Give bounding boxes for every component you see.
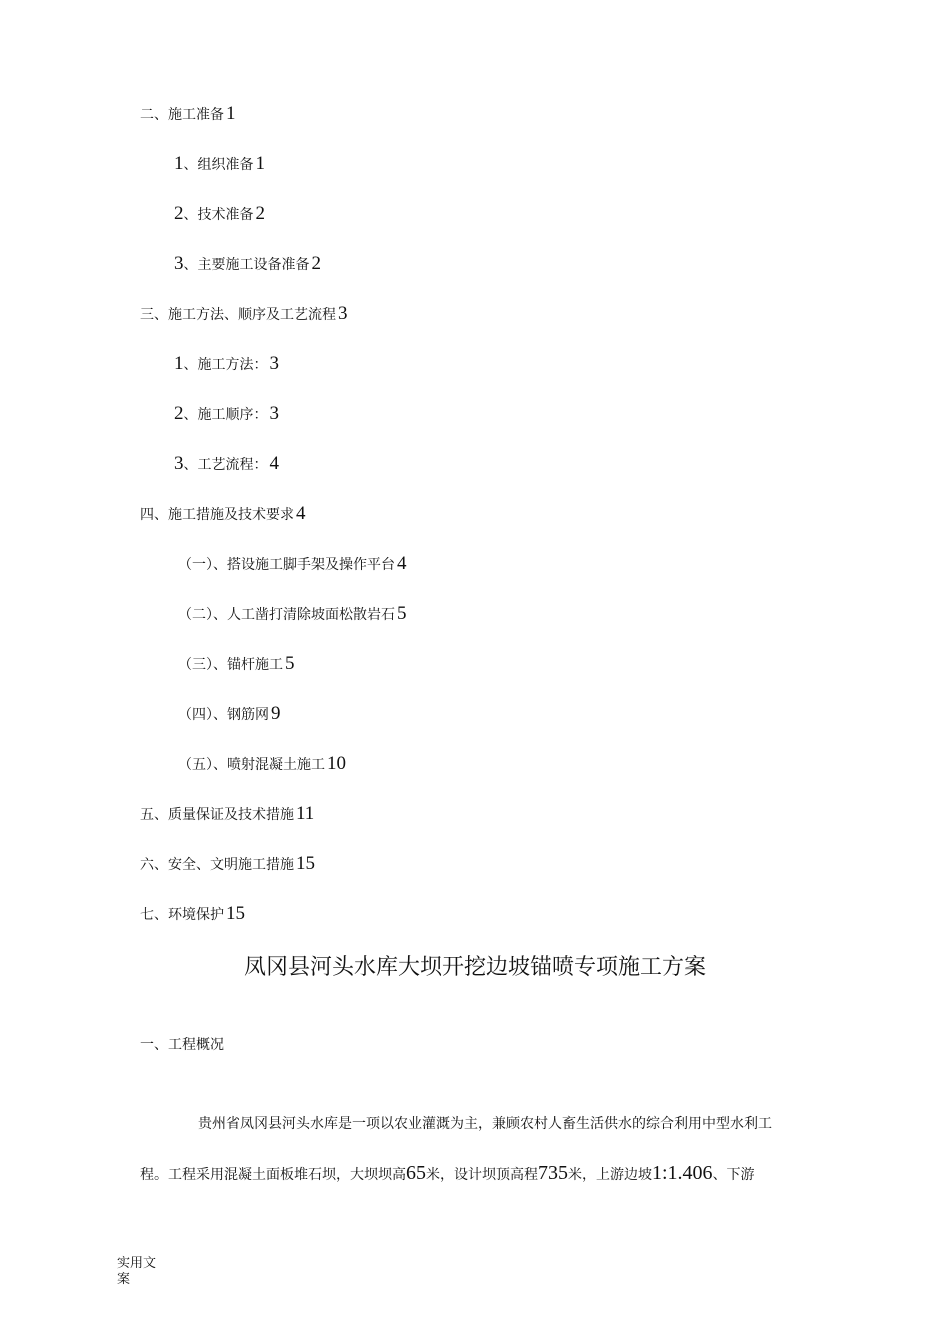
toc-entry-page: 3 (269, 403, 279, 424)
toc-entry[interactable] (140, 802, 314, 827)
toc-entry[interactable] (174, 402, 279, 427)
paragraph-text: 程。工程采用混凝土面板堆石坝，大坝坝高 (140, 1167, 406, 1183)
document-title: 凤冈县河头水库大坝开挖边坡锚喷专项施工方案 (243, 955, 706, 980)
toc-entry-number: 2 (174, 403, 184, 424)
toc-entry-text: （二）、人工凿打清除坡面松散岩石 (178, 607, 395, 623)
toc-entry-page: 4 (269, 453, 279, 474)
toc-entry-number: 1 (174, 353, 184, 374)
toc-entry-text: 五、质量保证及技术措施 (140, 807, 294, 823)
toc-entry[interactable] (178, 752, 346, 777)
paragraph-line (140, 1160, 755, 1188)
toc-entry-number: 2 (174, 203, 184, 224)
toc-entry-page: 1 (255, 153, 265, 174)
paragraph-text: 、下游 (712, 1167, 755, 1183)
page-footer: 实用文案 (117, 1256, 157, 1287)
toc-entry[interactable] (178, 702, 281, 727)
toc-entry[interactable] (140, 102, 236, 127)
paragraph-text: 米，设计坝顶高程 (426, 1167, 538, 1183)
toc-entry[interactable] (174, 202, 265, 227)
toc-entry[interactable] (174, 152, 265, 177)
toc-entry-page: 9 (271, 703, 281, 724)
section-heading: 一、工程概况 (140, 1037, 224, 1053)
toc-entry-page: 15 (296, 853, 315, 874)
toc-entry[interactable] (178, 552, 407, 577)
toc-entry-text: （四）、钢筋网 (178, 707, 269, 723)
toc-entry-text: 、技术准备 (183, 207, 254, 223)
paragraph-text: 米，上游边坡 (568, 1167, 652, 1183)
toc-entry-text: 、施工方法： (183, 357, 268, 373)
toc-entry-page: 11 (296, 803, 315, 824)
toc-entry[interactable] (178, 652, 295, 677)
toc-entry[interactable] (174, 252, 321, 277)
toc-entry[interactable] (174, 452, 279, 477)
toc-entry[interactable] (140, 302, 348, 327)
paragraph-line: 贵州省凤冈县河头水库是一项以农业灌溉为主，兼顾农村人畜生活供水的综合利用中型水利工 (198, 1116, 772, 1132)
toc-entry-text: 、工艺流程： (183, 457, 268, 473)
toc-entry-page: 2 (311, 253, 321, 274)
toc-entry-number: 1 (174, 153, 184, 174)
toc-entry-text: （五）、喷射混凝土施工 (178, 757, 325, 773)
toc-entry-text: 、主要施工设备准备 (183, 257, 310, 273)
dam-height-value: 65 (406, 1162, 426, 1184)
toc-entry[interactable] (178, 602, 407, 627)
toc-entry-page: 4 (296, 503, 306, 524)
toc-entry-text: 三、施工方法、顺序及工艺流程 (140, 307, 336, 323)
crest-elevation-value: 735 (538, 1162, 568, 1184)
toc-entry-text: 、施工顺序： (183, 407, 268, 423)
toc-entry-text: （一）、搭设施工脚手架及操作平台 (178, 557, 395, 573)
toc-entry[interactable] (140, 902, 245, 927)
toc-entry[interactable] (174, 352, 279, 377)
toc-entry[interactable] (140, 502, 306, 527)
toc-entry-page: 2 (255, 203, 265, 224)
toc-entry-page: 4 (397, 553, 407, 574)
toc-entry-text: （三）、锚杆施工 (178, 657, 283, 673)
toc-entry-text: 二、施工准备 (140, 107, 224, 123)
toc-entry-text: 六、安全、文明施工措施 (140, 857, 294, 873)
toc-entry-page: 15 (226, 903, 245, 924)
toc-entry-page: 5 (397, 603, 407, 624)
toc-entry-text: 四、施工措施及技术要求 (140, 507, 294, 523)
toc-entry-page: 5 (285, 653, 295, 674)
toc-entry-text: 、组织准备 (183, 157, 254, 173)
slope-ratio-value: 1:1.406 (652, 1162, 713, 1184)
toc-entry[interactable] (140, 852, 315, 877)
toc-entry-number: 3 (174, 253, 184, 274)
toc-entry-page: 10 (327, 753, 346, 774)
toc-entry-number: 3 (174, 453, 184, 474)
toc-entry-page: 1 (226, 103, 236, 124)
toc-entry-page: 3 (269, 353, 279, 374)
toc-entry-text: 七、环境保护 (140, 907, 224, 923)
toc-entry-page: 3 (338, 303, 348, 324)
